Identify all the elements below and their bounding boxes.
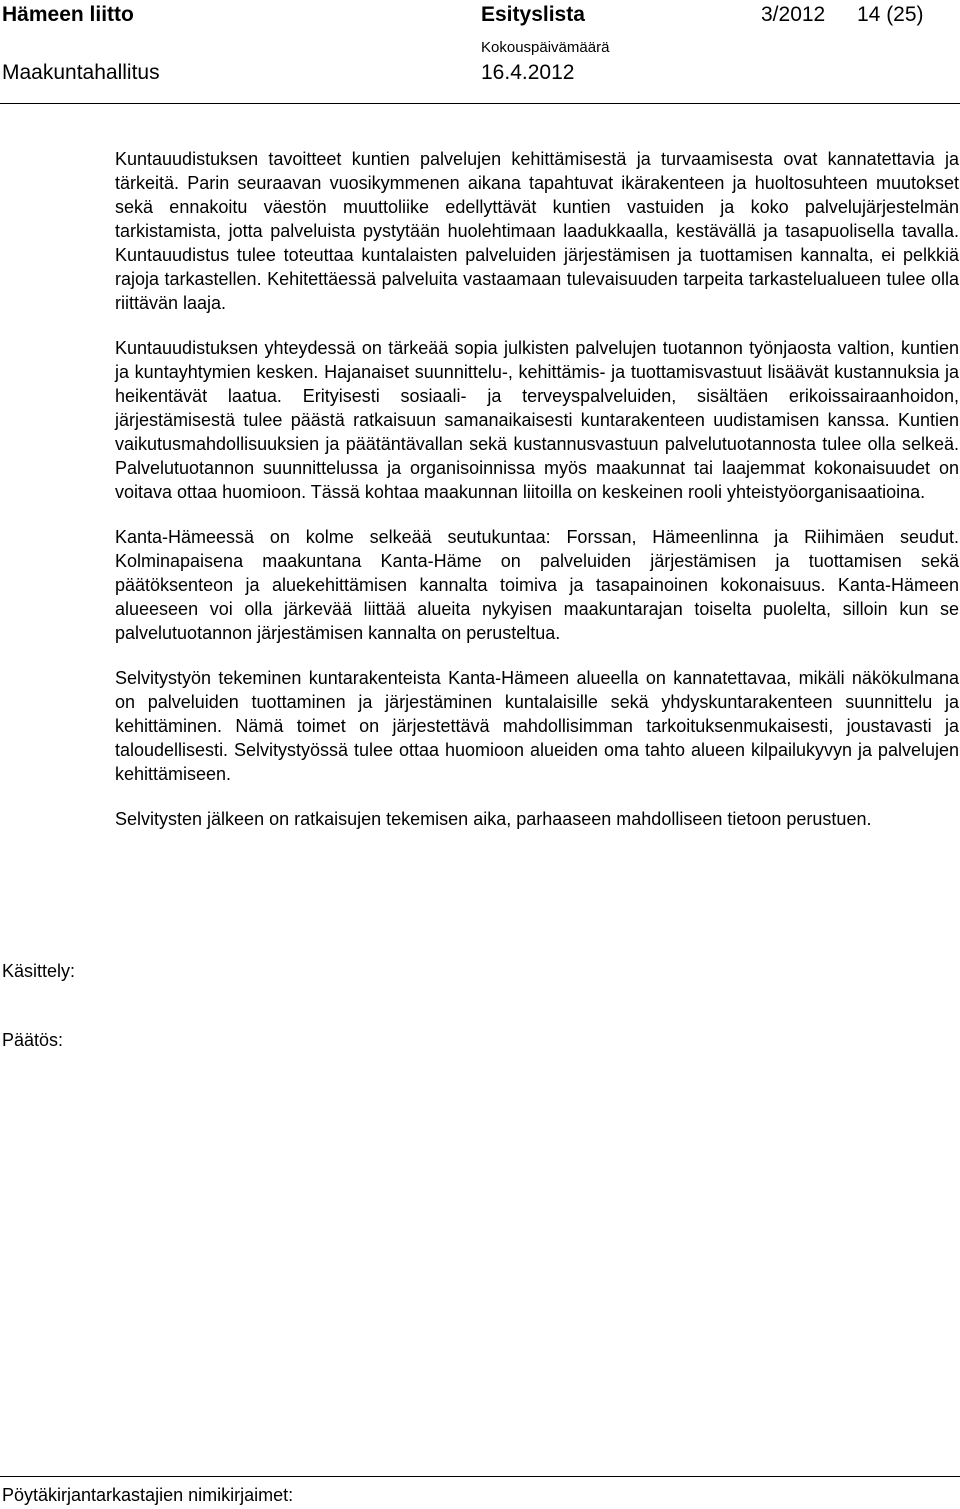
paragraph: Kuntauudistuksen tavoitteet kuntien palvelujen kehittämisestä ja turvaamisesta ovat kannatettavia ja tärkeitä. Parin seuraavan vuosikymmenen aikana tapahtuvat ikärakenteen ja huoltosuhteen muutokset sekä ennakoitu väestön muuttoliike edellyttävät kuntien vastuiden ja koko palvelujärjestelmän tarkistamista, jotta palveluista pystytään huolehtimaan laadukkaalla, kestävällä ja tasapuolisella tavalla. Kuntauudistus tulee toteuttaa kuntalaisten palveluiden järjestämisen ja tuottamisen kannalta, ei pelkkiä rajoja tarkastellen. Kehitettäessä palveluita vastaamaan tulevaisuuden tarpeita tarkastelualueen tulee olla riittävän laaja. — [115, 149, 959, 313]
footer-divider — [0, 1476, 960, 1477]
document-type: Esityslista — [481, 3, 585, 26]
paragraph: Kuntauudistuksen yhteydessä on tärkeää sopia julkisten palvelujen tuotannon työnjaosta valtion, kuntien ja kuntayhtymien kesken. Hajanaiset suunnittelu-, kehittämis- ja tuottamisvastuut lisäävät kustannuksia ja heikentävät laatua. Erityisesti sosiaali- ja terveyspalveluiden, sisältäen erikoissairaanhoidon, järjestämisestä tulee päästä ratkaisuun samanaikaisesti kuntarakenteen uudistamisen kanssa. Kuntien vaikutusmahdollisuuksien ja päätäntävallan sekä kustannusvastuun palvelutuotannosta tulee olla selkeä. Palvelutuotannon suunnittelussa ja organisoinnissa myös maakunnat tai laajemmat kokonaisuudet on voitava ottaa huomioon. Tässä kohtaa maakunnan liitoilla on keskeinen rooli yhteistyöorganisaatioina. — [115, 338, 959, 502]
footer-initials-label: Pöytäkirjantarkastajien nimikirjaimet: — [2, 1485, 294, 1505]
paragraph: Kanta-Hämeessä on kolme selkeää seutukuntaa: Forssan, Hämeenlinna ja Riihimäen seudut. Kolminapaisena maakuntana Kanta-Häme on palveluiden järjestämisen ja tuottamisen sekä päätöksenteon ja aluekehittämisen kannalta toimiva ja tasapainoinen kokonaisuus. Kanta-Hämeen alueeseen voi olla järkevää liittää alueita nykyisen maakuntarajan toiselta puolelta, silloin kun se palvelutuotannon järjestämisen kannalta on perusteltua. — [115, 527, 959, 643]
paragraph: Selvitysten jälkeen on ratkaisujen tekemisen aika, parhaaseen mahdolliseen tietoon perustuen. — [115, 809, 872, 829]
body-name: Maakuntahallitus — [2, 61, 160, 84]
meeting-date-label: Kokouspäivämäärä — [481, 39, 610, 56]
meeting-date: 16.4.2012 — [481, 61, 575, 84]
organization-name: Hämeen liitto — [2, 3, 134, 26]
document-number: 3/2012 — [761, 3, 826, 26]
page-info: 14 (25) — [857, 3, 924, 26]
kasittely-label: Käsittely: — [2, 961, 76, 981]
header-divider — [0, 103, 960, 104]
paatos-label: Päätös: — [2, 1030, 64, 1050]
document-body — [115, 147, 959, 852]
paragraph: Selvitystyön tekeminen kuntarakenteista Kanta-Hämeen alueella on kannatettavaa, mikäli näkökulmana on palveluiden tuottaminen ja järjestäminen kuntalaisille sekä yhdyskuntarakenteen suunnittelu ja kehittäminen. Nämä toimet on järjestettävä mahdollisimman tarkoituksenmukaisesti, joustavasti ja taloudellisesti. Selvitystyössä tulee ottaa huomioon alueiden oma tahto alueen kilpailukyvyn ja palvelujen kehittämiseen. — [115, 668, 959, 784]
